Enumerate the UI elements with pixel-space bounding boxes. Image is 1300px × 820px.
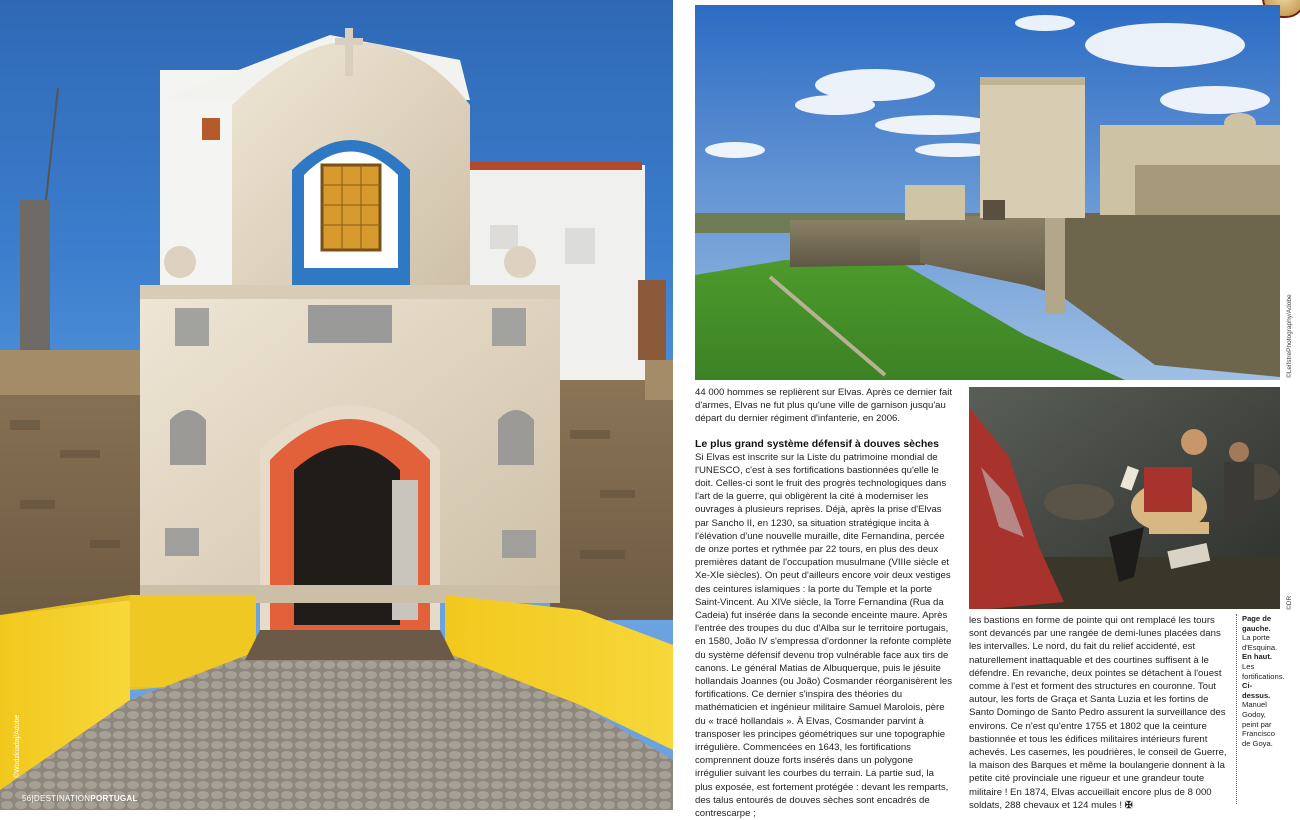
article-column-2 <box>969 614 1227 812</box>
photo-credit-left: ©Wodzkiadaj/Adobe <box>14 714 21 778</box>
photo-goya-painting <box>969 387 1280 609</box>
painting-illustration <box>969 387 1280 609</box>
page-number: 56 <box>22 794 32 803</box>
caption-text-left-page: La porte d'Esquina. <box>1242 633 1278 652</box>
caption-label-above: Ci-dessus. <box>1242 681 1271 700</box>
caption-label-top: En haut. <box>1242 652 1272 662</box>
end-mark-icon: ✠ <box>1124 799 1133 811</box>
photo-fortifications <box>695 5 1280 380</box>
body-paragraph: Si Elvas est inscrite sur la Liste du patrimoine mondial de l'UNESCO, c'est à ses fortifications bastionnées qu'elle le doit. Celles-ci sont le fruit des progrès technologiques dans l'art de la guerre, qui obligèrent la cité à moderniser les ouvrages à plusieurs reprises. Déjà, après la prise d'Elvas par Sancho II, en 1230, sa situation stratégique incita à l'élévation d'une nouvelle muraille, dite Fernandina, percée de onze portes et rythmée par 22 tours, en plus des deux premières datant de l'occupation musulmane (VIIIe siècle et Xe-XIe siècles). On peut d'ailleurs encore voir deux vestiges des ceintures islamiques : la porte du Temple et la porte Saint-Vincent. Au XIVe siècle, la Torre Fernandina (Rua da Cadeia) fut insérée dans la seconde enceinte maure. Après l'entrée des troupes du duc d'Alba sur le territoire portugais, en 1580, João IV s'empressa d'ordonner la refonte complète du système défensif devenu trop vulnérable face aux tirs de canons. Le général Matias de Albuquerque, puis le jésuite hollandais Joannes (ou João) Cosmander réorganisèrent les fortifications. Ce dernier s'inspira des théories du mathématicien et ingénieur militaire Samuel Marolois, père du « tracé hollandais ». À Elvas, Cosmander parvint à transposer les principes géométriques sur une topographie irrégulière. Commencées en 1643, les fortifications comprennent douze forts insérés dans un polygone irrégulier suivant les courbes du terrain. La partie sud, la plus exposée, est fortement protégée : devant les remparts, des talus entourés de douves sèches sont encadrés de contrescarpe ; <box>695 451 953 820</box>
footer-separator: | <box>31 794 34 803</box>
caption-label-left-page: Page de gauche. <box>1242 614 1272 633</box>
intro-paragraph: 44 000 hommes se replièrent sur Elvas. Après ce dernier fait d'armes, Elvas ne fut plus qu'une ville de garnison jusqu'au départ du dernier régiment d'infanterie, en 2006. <box>695 387 953 425</box>
page-footer <box>22 794 138 803</box>
photo-credit-castle: ©LeifstrePhotography/Adobe <box>1286 294 1293 378</box>
magazine-name-light: DESTINATION <box>33 794 91 803</box>
magazine-name-bold: PORTUGAL <box>90 794 138 803</box>
caption-text-top: Les fortifications. <box>1242 661 1285 681</box>
article-column-1 <box>695 386 953 820</box>
photo-credit-goya: ©DR <box>1286 595 1293 610</box>
caption-divider <box>1236 614 1238 804</box>
castle-illustration <box>695 5 1280 380</box>
section-heading: Le plus grand système défensif à douves sèches <box>695 437 939 450</box>
caption-text-above: Manuel Godoy, peint par Francisco de Goya. <box>1242 700 1275 748</box>
photo-captions <box>1242 614 1285 748</box>
body-paragraph-continued: les bastions en forme de pointe qui ont remplacé les tours sont devancés par une rangée de demi-lunes placées dans les intervalles. Le nord, du fait du relief accidenté, est naturellement inattaquable et des courtines suffisent à le défendre. En revanche, deux pointes se détachent à l'ouest comme à l'est et forment des structures en couronne. Tout autour, les forts de Graça et Santa Luzia et les fortins de Santo Domingo de Santo Pedro assurent la surveillance des environs. Ce n'est qu'entre 1755 et 1802 que la ceinture bastionnée et tous les édifices militaires intérieurs furent achevés. Les casernes, les poudrières, le conseil de Guerre, la maison des Barques et même la boulangerie donnent à la petite cité provinciale une rigueur et une grandeur toute militaire ! En 1874, Elvas accueillait encore plus de 8 000 soldats, 288 chevaux et 124 mules ! <box>969 615 1227 811</box>
